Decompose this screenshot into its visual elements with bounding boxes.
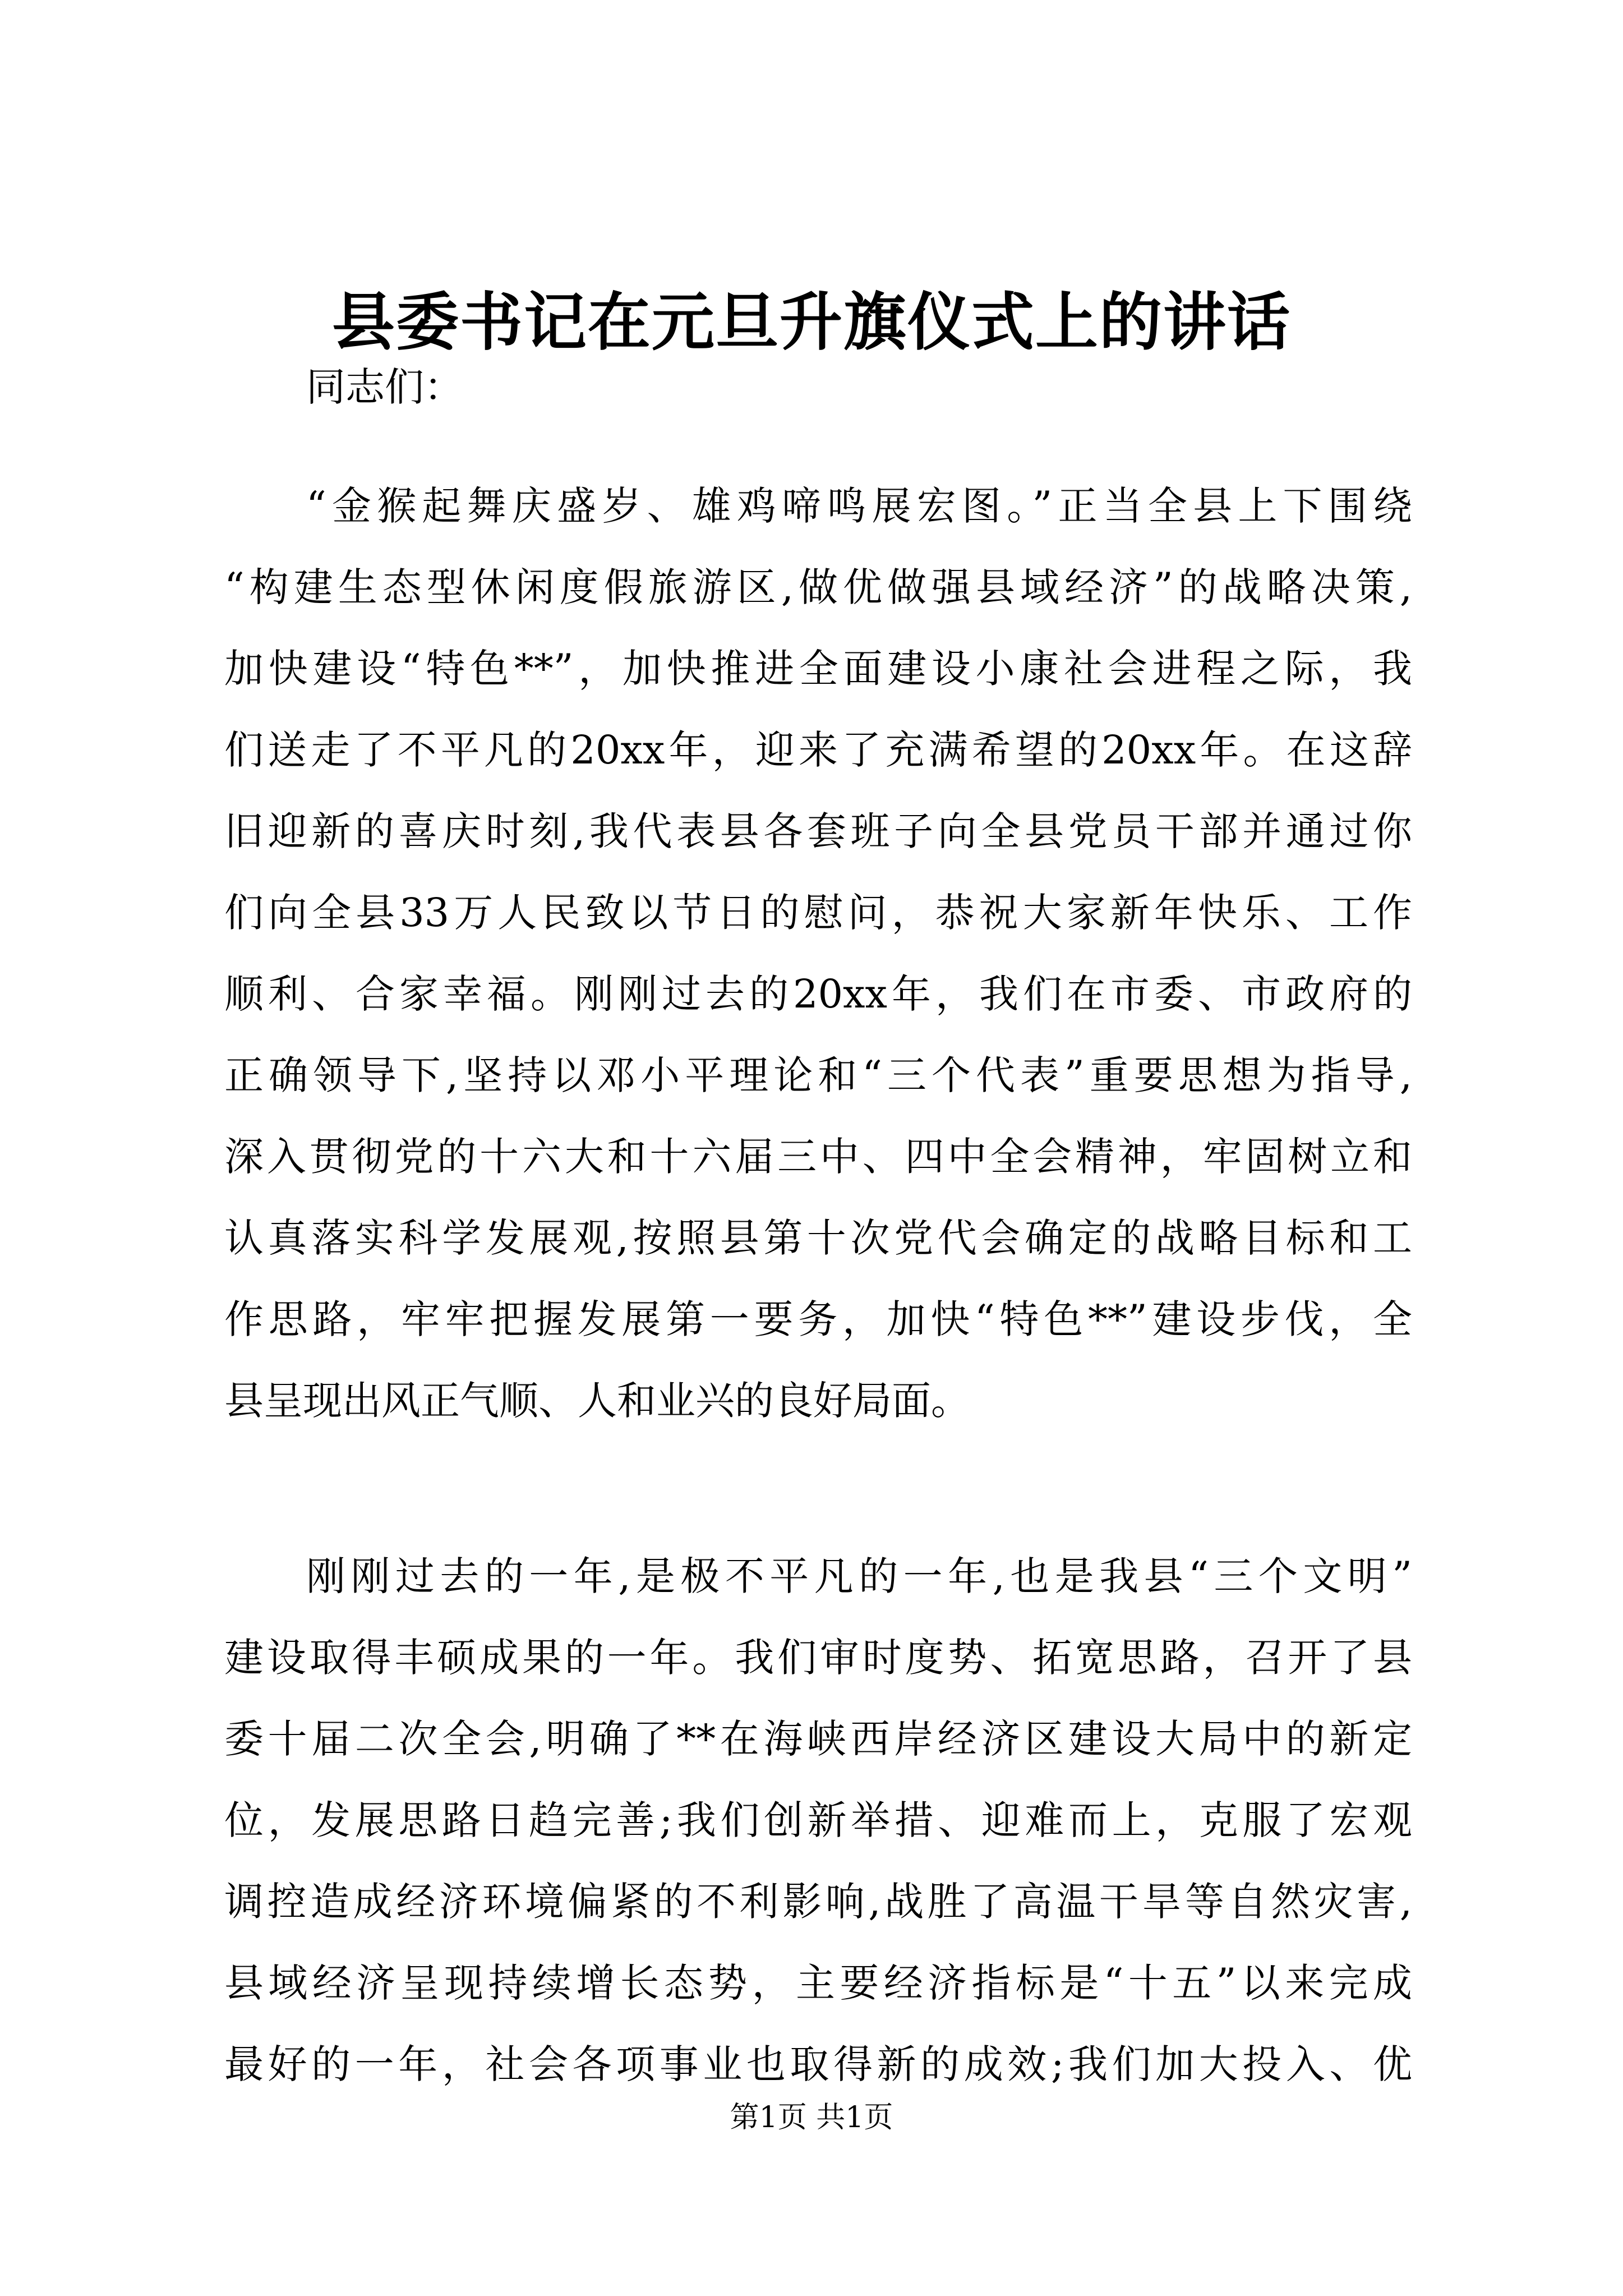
paragraph-line: 作思路，牢牢把握发展第一要务，加快“特色**”建设步伐，全 [224,1296,1412,1342]
salutation: 同志们： [306,364,463,410]
paragraph-line: 刚刚过去的一年,是极不平凡的一年,也是我县“三个文明” [306,1553,1412,1599]
paragraph-line: 加快建设“特色**”，加快推进全面建设小康社会进程之际，我 [224,646,1412,692]
paragraph-line: 顺利、合家幸福。刚刚过去的20xx年，我们在市委、市政府的 [224,971,1412,1017]
paragraph-line: 最好的一年，社会各项事业也取得新的成效;我们加大投入、优 [224,2041,1412,2087]
paragraph-line: 正确领导下,坚持以邓小平理论和“三个代表”重要思想为指导, [224,1052,1412,1098]
paragraph-2 [224,1536,1412,2105]
paragraph-line: 委十届二次全会,明确了**在海峡西岸经济区建设大局中的新定 [224,1716,1412,1762]
document-title: 县委书记在元旦升旗仪式上的讲话 [332,286,1291,359]
page-footer: 第1页 共1页 [730,2101,893,2134]
paragraph-line: 旧迎新的喜庆时刻,我代表县各套班子向全县党员干部并通过你 [224,808,1412,854]
paragraph-line: 深入贯彻党的十六大和十六届三中、四中全会精神，牢固树立和 [224,1134,1412,1180]
paragraph-1 [224,466,1412,1442]
paragraph-line: 们向全县33万人民致以节日的慰问，恭祝大家新年快乐、工作 [224,890,1412,936]
paragraph-line: 认真落实科学发展观,按照县第十次党代会确定的战略目标和工 [224,1215,1412,1261]
paragraph-line: 位，发展思路日趋完善;我们创新举措、迎难而上，克服了宏观 [224,1797,1412,1843]
paragraph-line: 县呈现出风正气顺、人和业兴的良好局面。 [224,1378,970,1424]
paragraph-line: 调控造成经济环境偏紧的不利影响,战胜了高温干旱等自然灾害, [224,1879,1412,1925]
paragraph-line: “金猴起舞庆盛岁、雄鸡啼鸣展宏图。”正当全县上下围绕 [306,483,1412,529]
paragraph-line: 建设取得丰硕成果的一年。我们审时度势、拓宽思路，召开了县 [224,1635,1412,1681]
paragraph-line: 们送走了不平凡的20xx年，迎来了充满希望的20xx年。在这辞 [224,727,1412,773]
paragraph-line: “构建生态型休闲度假旅游区,做优做强县域经济”的战略决策, [224,564,1412,610]
paragraph-line: 县域经济呈现持续增长态势，主要经济指标是“十五”以来完成 [224,1960,1412,2006]
